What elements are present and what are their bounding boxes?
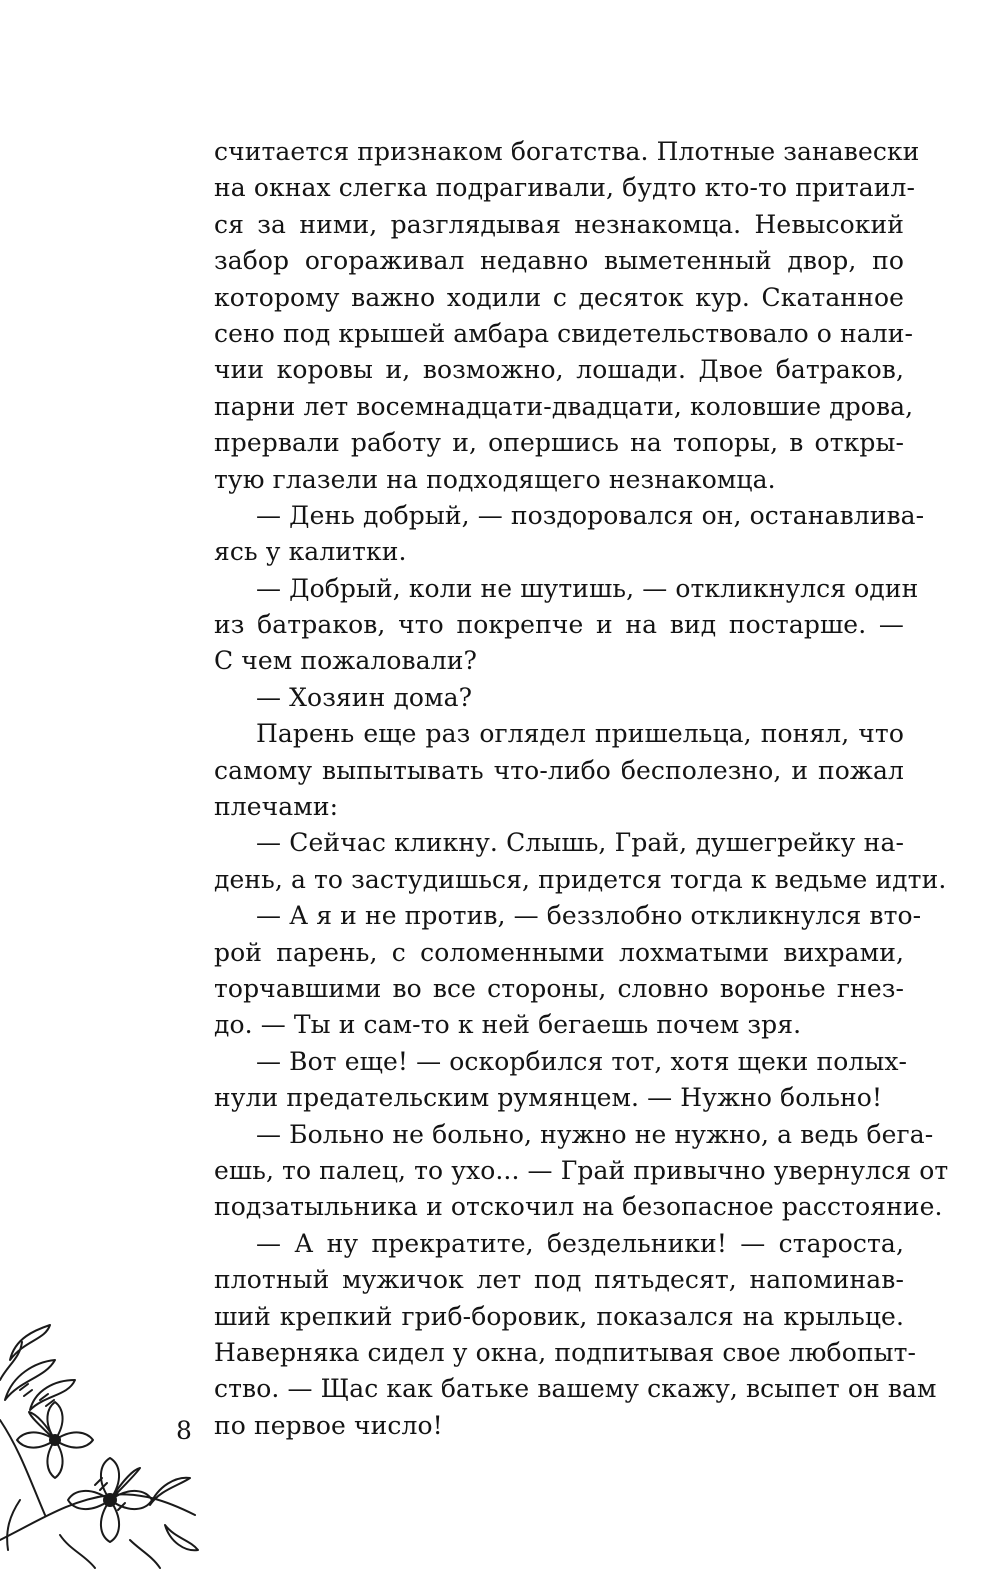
text-line: по первое число! xyxy=(214,1410,443,1440)
text-line: — День добрый, — поздоровался он, останавлива- xyxy=(256,500,925,530)
text-line: ший крепкий гриб-боровик, показался на крыльце. xyxy=(214,1301,904,1331)
text-line: Парень еще раз оглядел пришельца, понял, что xyxy=(256,719,904,749)
text-line: день, а то застудишься, придется тогда к ведьме идти. xyxy=(214,864,947,894)
text-line: до. — Ты и сам-то к ней бегаешь почем зря. xyxy=(214,1010,802,1040)
text-line: рой парень, с соломенными лохматыми вихрами, xyxy=(214,937,904,967)
text-line: — Вот еще! — оскорбился тот, хотя щеки полых- xyxy=(256,1046,908,1076)
text-line: плечами: xyxy=(214,792,339,822)
body-text xyxy=(214,134,949,1444)
text-line: подзатыльника и отскочил на безопасное расстояние. xyxy=(214,1192,943,1222)
text-line: — Хозяин дома? xyxy=(256,682,473,712)
text-line: — Больно не больно, нужно не нужно, а ведь бега- xyxy=(256,1119,934,1149)
text-line: плотный мужичок лет под пятьдесят, напоминав- xyxy=(214,1265,904,1295)
page-number: 8 xyxy=(176,1416,192,1445)
text-line: ство. — Щас как батьке вашему скажу, всыпет он вам xyxy=(214,1374,937,1404)
text-line: тую глазели на подходящего незнакомца. xyxy=(214,464,776,494)
text-line: Наверняка сидел у окна, подпитывая свое любопыт- xyxy=(214,1337,917,1367)
text-line: чии коровы и, возможно, лошади. Двое батраков, xyxy=(214,355,904,385)
text-line: ешь, то палец, то ухо... — Грай привычно увернулся от xyxy=(214,1155,949,1185)
text-line: — Добрый, коли не шутишь, — откликнулся один xyxy=(256,573,919,603)
text-line: самому выпытывать что-либо бесполезно, и пожал xyxy=(214,755,904,785)
text-line: которому важно ходили с десяток кур. Скатанное xyxy=(214,282,904,312)
text-line: забор огораживал недавно выметенный двор, по xyxy=(214,246,904,276)
text-line: торчавшими во все стороны, словно воронье гнез- xyxy=(214,973,904,1003)
text-line: ся за ними, разглядывая незнакомца. Невысокий xyxy=(214,209,904,239)
text-line: из батраков, что покрепче и на вид постарше. — xyxy=(214,610,904,640)
text-line: — А ну прекратите, бездельники! — староста, xyxy=(256,1228,904,1258)
text-line: парни лет восемнадцати-двадцати, коловшие дрова, xyxy=(214,391,914,421)
text-line: — А я и не против, — беззлобно откликнулся вто- xyxy=(256,901,922,931)
text-line: на окнах слегка подрагивали, будто кто-то притаил- xyxy=(214,173,916,203)
text-line: нули предательским румянцем. — Нужно больно! xyxy=(214,1083,883,1113)
text-line: — Сейчас кликну. Слышь, Грай, душегрейку на- xyxy=(256,828,904,858)
text-line: ясь у калитки. xyxy=(214,537,407,567)
text-line: сено под крышей амбара свидетельствовало о нали- xyxy=(214,318,914,348)
floral-ornament-icon xyxy=(0,1300,200,1569)
text-line: считается признаком богатства. Плотные занавески xyxy=(214,137,920,166)
text-line: С чем пожаловали? xyxy=(214,646,477,676)
text-line: прервали работу и, опершись на топоры, в откры- xyxy=(214,428,904,458)
